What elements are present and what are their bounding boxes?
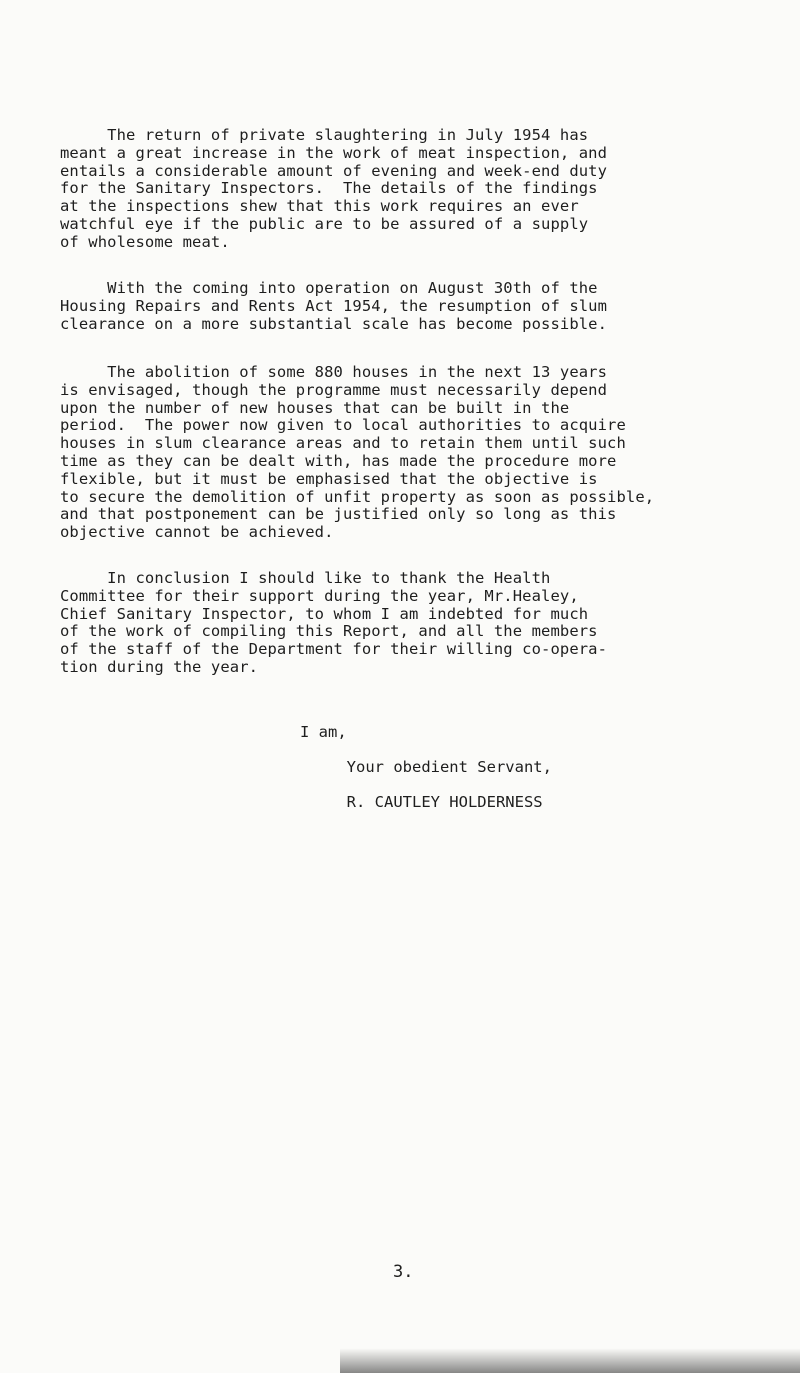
- text-line: to secure the demolition of unfit property as soon as possible,: [60, 487, 655, 506]
- text-line: of the work of compiling this Report, and all the members: [60, 622, 598, 641]
- paragraph-conclusion: [60, 570, 750, 677]
- signature-name: R. CAUTLEY HOLDERNESS: [300, 793, 543, 811]
- text-line: houses in slum clearance areas and to retain them until such: [60, 434, 626, 453]
- text-line: The return of private slaughtering in July 1954 has: [60, 126, 589, 144]
- text-line: of wholesome meat.: [60, 232, 230, 251]
- paragraph-private-slaughtering: [60, 127, 750, 252]
- text-line: at the inspections shew that this work requires an ever: [60, 197, 579, 216]
- text-line: and that postponement can be justified only so long as this: [60, 505, 617, 524]
- text-line: is envisaged, though the programme must necessarily depend: [60, 380, 608, 399]
- text-line: for the Sanitary Inspectors. The details of the findings: [60, 179, 598, 198]
- closing-obedient-servant: Your obedient Servant,: [300, 758, 552, 776]
- text-line: Chief Sanitary Inspector, to whom I am indebted for much: [60, 604, 589, 623]
- scan-edge-shadow: [340, 1318, 800, 1373]
- text-line: Housing Repairs and Rents Act 1954, the resumption of slum: [60, 296, 608, 315]
- text-line: entails a considerable amount of evening and week-end duty: [60, 161, 608, 180]
- text-line: time as they can be dealt with, has made the procedure more: [60, 451, 617, 470]
- page-number: 3.: [393, 1262, 414, 1282]
- closing-salutation: I am,: [300, 723, 347, 741]
- paragraph-housing-repairs: [60, 280, 750, 333]
- text-line: With the coming into operation on August 30th of the: [60, 279, 598, 297]
- text-line: meant a great increase in the work of meat inspection, and: [60, 143, 608, 162]
- text-line: upon the number of new houses that can be built in the: [60, 398, 570, 417]
- paragraph-slum-clearance: [60, 364, 750, 542]
- text-line: The abolition of some 880 houses in the next 13 years: [60, 363, 608, 381]
- text-line: Committee for their support during the year, Mr.Healey,: [60, 586, 579, 605]
- text-line: clearance on a more substantial scale has become possible.: [60, 314, 608, 333]
- text-line: period. The power now given to local authorities to acquire: [60, 416, 626, 435]
- text-line: flexible, but it must be emphasised that the objective is: [60, 469, 598, 488]
- text-line: of the staff of the Department for their willing co-opera-: [60, 640, 608, 659]
- text-line: objective cannot be achieved.: [60, 523, 334, 542]
- text-line: tion during the year.: [60, 657, 259, 676]
- text-line: watchful eye if the public are to be assured of a supply: [60, 214, 589, 233]
- text-line: In conclusion I should like to thank the Health: [60, 569, 551, 587]
